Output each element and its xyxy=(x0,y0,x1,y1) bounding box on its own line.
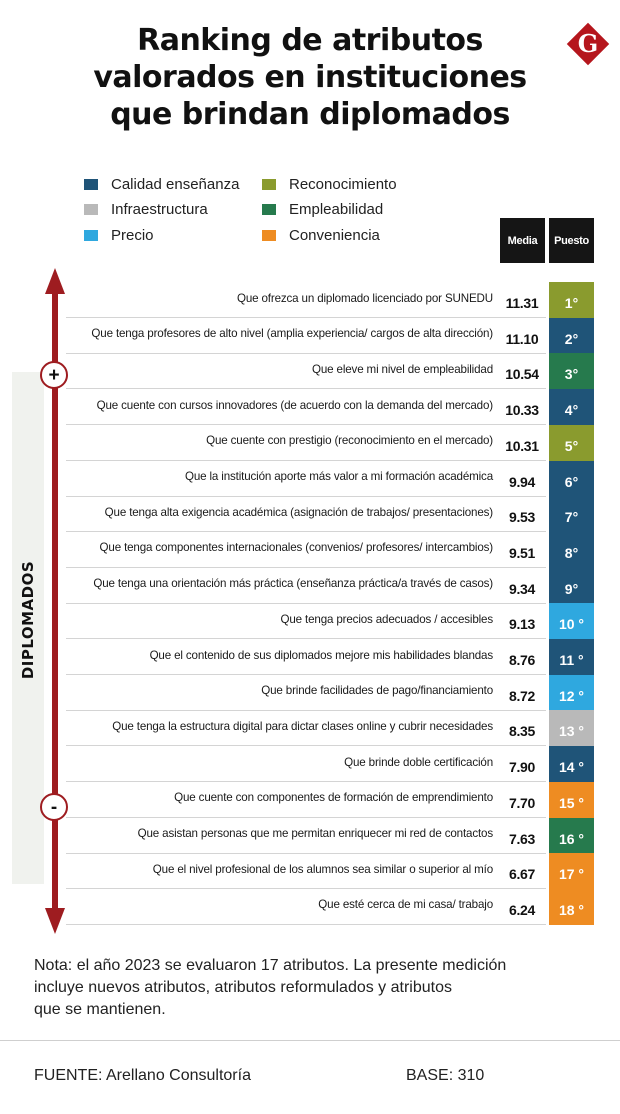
legend-item xyxy=(262,200,383,218)
table-row xyxy=(66,461,594,497)
table-row xyxy=(66,318,594,354)
puesto-column-header: Puesto xyxy=(549,218,594,263)
media-value: 8.76 xyxy=(508,652,536,668)
attribute-label: Que cuente con componentes de formación de emprendimiento xyxy=(174,791,493,805)
puesto-badge: 16 ° xyxy=(549,818,594,854)
chart-title xyxy=(60,22,560,133)
table-row xyxy=(66,782,594,818)
attribute-label: Que esté cerca de mi casa/ trabajo xyxy=(318,898,493,912)
legend-item xyxy=(262,175,397,193)
table-row xyxy=(66,710,594,746)
puesto-badge: 17 ° xyxy=(549,853,594,889)
attribute-label: Que eleve mi nivel de empleabilidad xyxy=(311,362,493,376)
legend-label: Reconocimiento xyxy=(289,175,397,193)
media-value: 9.94 xyxy=(508,473,536,490)
puesto-badge: 13 ° xyxy=(549,710,594,746)
attribute-label: Que el nivel profesional de los alumnos sea similar o superior al mío xyxy=(152,862,493,876)
footer-divider xyxy=(0,1040,620,1041)
table-row xyxy=(66,282,594,318)
media-value: 11.31 xyxy=(505,295,539,311)
media-value: 10.31 xyxy=(505,437,539,454)
media-value: 7.63 xyxy=(508,830,536,847)
table-row xyxy=(66,818,594,854)
attribute-label: Que tenga alta exigencia académica (asignación de trabajos/ presentaciones) xyxy=(104,505,493,519)
legend-item xyxy=(84,226,154,244)
puesto-badge: 10 ° xyxy=(549,603,594,639)
puesto-badge: 15 ° xyxy=(549,782,594,818)
legend-item xyxy=(84,200,208,218)
table-row xyxy=(66,889,594,925)
table-row xyxy=(66,853,594,889)
puesto-badge: 12 ° xyxy=(549,675,594,711)
diplomados-label: DIPLOMADOS xyxy=(19,560,37,680)
media-value: 10.33 xyxy=(505,402,539,419)
puesto-badge: 1° xyxy=(549,282,594,318)
logo-letter: G xyxy=(577,29,599,58)
attribute-label: Que tenga componentes internacionales (convenios/ profesores/ intercambios) xyxy=(99,541,493,555)
media-value: 10.54 xyxy=(505,366,539,383)
legend-swatch xyxy=(262,179,276,190)
title-line: valorados en instituciones xyxy=(93,60,527,95)
legend-swatch xyxy=(84,204,98,215)
brand-logo xyxy=(563,19,613,69)
table-row xyxy=(66,389,594,425)
attribute-label: Que cuente con cursos innovadores (de acuerdo con la demanda del mercado) xyxy=(96,398,493,412)
minus-icon: - xyxy=(40,793,68,821)
legend-label: Precio xyxy=(111,226,154,244)
base-text: BASE: 310 xyxy=(406,1067,485,1084)
row-divider xyxy=(66,924,546,925)
media-value: 11.10 xyxy=(505,330,539,347)
attribute-label: Que brinde doble certificación xyxy=(344,755,493,769)
media-value: 7.70 xyxy=(508,794,536,811)
attribute-label: Que cuente con prestigio (reconocimiento en el mercado) xyxy=(206,434,493,448)
media-value: 9.13 xyxy=(508,616,536,633)
title-line: que brindan diplomados xyxy=(110,97,510,132)
legend-label: Calidad enseñanza xyxy=(111,175,240,193)
puesto-badge: 5° xyxy=(549,425,594,461)
legend-swatch xyxy=(262,230,276,241)
table-row xyxy=(66,746,594,782)
attribute-label: Que brinde facilidades de pago/financiamiento xyxy=(261,684,493,698)
attribute-label: Que el contenido de sus diplomados mejore mis habilidades blandas xyxy=(149,648,493,662)
attribute-label: Que asistan personas que me permitan enriquecer mi red de contactos xyxy=(137,827,493,840)
legend-label: Conveniencia xyxy=(289,226,380,244)
attribute-label: Que tenga una orientación más práctica (enseñanza práctica/a través de casos) xyxy=(93,577,493,591)
media-value: 9.34 xyxy=(508,580,536,597)
note xyxy=(34,955,594,1021)
legend-label: Infraestructura xyxy=(111,200,208,218)
puesto-badge: 8° xyxy=(549,532,594,568)
legend-swatch xyxy=(84,179,98,190)
arrow-head-down xyxy=(45,908,65,934)
media-value: 7.90 xyxy=(508,759,536,776)
media-value: 8.35 xyxy=(508,723,536,740)
puesto-badge: 3° xyxy=(549,353,594,389)
attribute-label: Que tenga precios adecuados / accesibles xyxy=(280,612,493,626)
legend-item xyxy=(262,226,380,244)
media-value: 6.24 xyxy=(508,901,536,918)
puesto-badge: 7° xyxy=(549,496,594,532)
note-line: incluye nuevos atributos, atributos reformulados y atributos xyxy=(34,979,452,996)
media-value: 9.51 xyxy=(508,544,536,561)
table-row xyxy=(66,425,594,461)
media-value: 8.72 xyxy=(508,687,536,704)
legend-label: Empleabilidad xyxy=(289,200,384,218)
plus-icon: + xyxy=(40,361,68,389)
table-row xyxy=(66,568,594,604)
puesto-badge: 18 ° xyxy=(549,889,594,925)
table-row xyxy=(66,532,594,568)
title-line: Ranking de atributos xyxy=(137,23,483,58)
source-text: FUENTE: Arellano Consultoría xyxy=(34,1067,251,1084)
puesto-badge: 2° xyxy=(549,318,594,354)
table-row xyxy=(66,353,594,389)
puesto-badge: 4° xyxy=(549,389,594,425)
puesto-badge: 6° xyxy=(549,461,594,497)
table-row xyxy=(66,639,594,675)
media-value: 6.67 xyxy=(508,866,536,883)
legend-swatch xyxy=(262,204,276,215)
note-line: Nota: el año 2023 se evaluaron 17 atributos. La presente medición xyxy=(34,957,507,974)
attribute-label: Que tenga profesores de alto nivel (amplia experiencia/ cargos de alta dirección) xyxy=(91,327,493,341)
puesto-badge: 9° xyxy=(549,568,594,604)
puesto-badge: 14 ° xyxy=(549,746,594,782)
note-line: que se mantienen. xyxy=(34,1001,166,1018)
media-value: 9.53 xyxy=(508,509,536,526)
legend-item xyxy=(84,175,239,193)
attribute-label: Que la institución aporte más valor a mi formación académica xyxy=(184,470,493,483)
media-column-header: Media xyxy=(500,218,545,263)
puesto-badge: 11 ° xyxy=(549,639,594,675)
table-row xyxy=(66,603,594,639)
table-row xyxy=(66,675,594,711)
attribute-label: Que tenga la estructura digital para dictar clases online y cubrir necesidades xyxy=(112,719,493,733)
attribute-label: Que ofrezca un diplomado licenciado por SUNEDU xyxy=(236,291,493,305)
legend-swatch xyxy=(84,230,98,241)
table-row xyxy=(66,496,594,532)
